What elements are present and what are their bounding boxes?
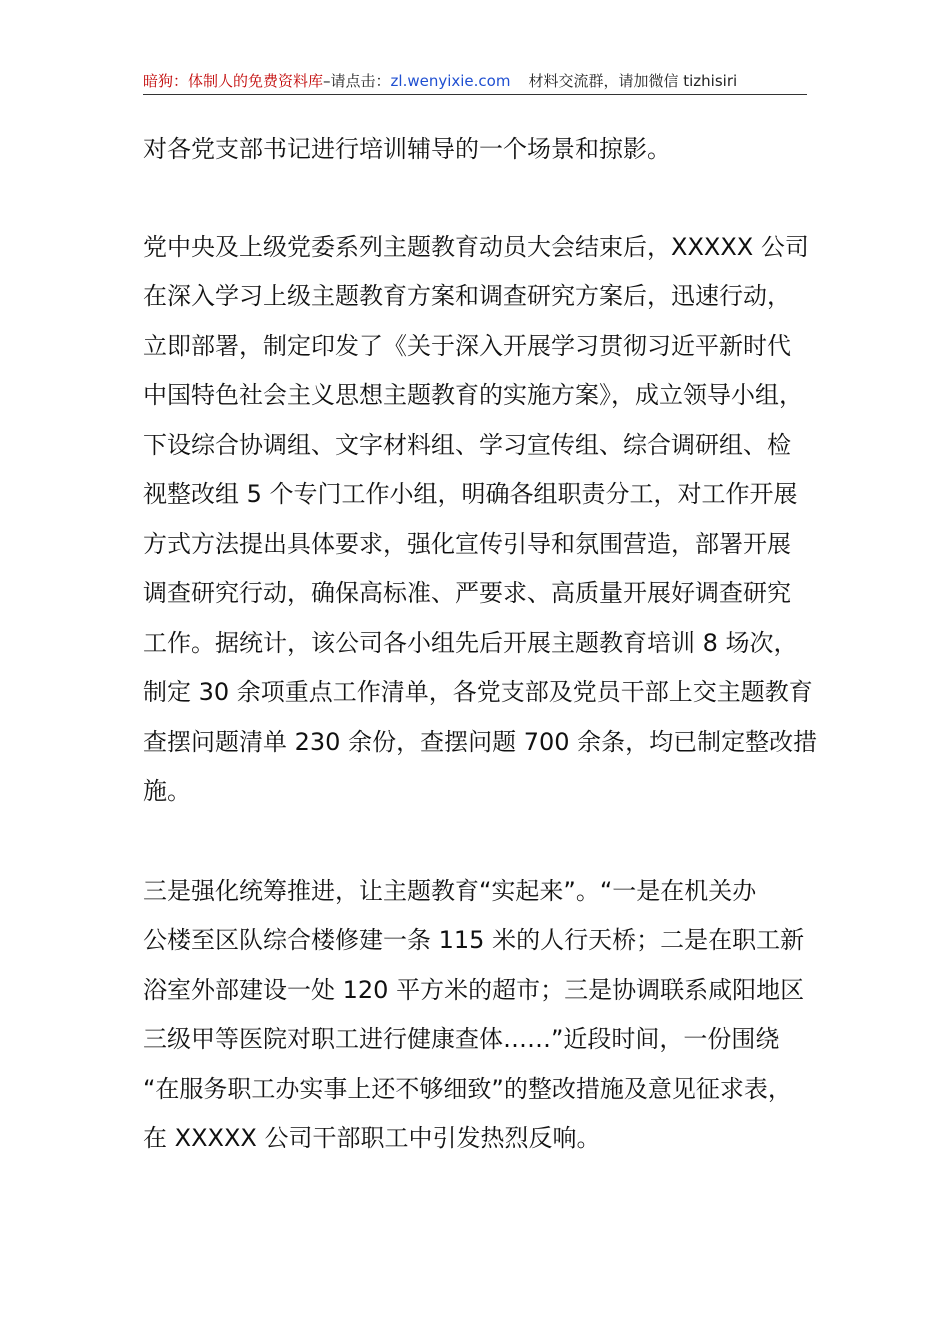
paragraph-2-line-11: 查摆问题清单 230 余份，查摆问题 700 余条，均已制定整改措 [143,728,818,756]
header-link[interactable]: zl.wenyixie.com [390,72,511,90]
paragraph-2-line-9: 工作。据统计，该公司各小组先后开展主题教育培训 8 场次， [143,629,798,657]
paragraph-2-line-3: 立即部署，制定印发了《关于深入开展学习贯彻习近平新时代 [143,332,791,360]
paragraph-2-line-2: 在深入学习上级主题教育方案和调查研究方案后，迅速行动， [143,282,791,310]
header-group-info: 材料交流群，请加微信 tizhisiri [528,72,738,90]
page-header [143,70,807,95]
paragraph-3-line-1: 三是强化统筹推进，让主题教育“实起来”。“一是在机关办 [143,877,757,905]
header-prompt: –请点击： [323,72,391,90]
paragraph-3-line-2: 公楼至区队综合楼修建一条 115 米的人行天桥；二是在职工新 [143,926,805,954]
paragraph-2-line-4: 中国特色社会主义思想主题教育的实施方案》，成立领导小组， [143,381,803,409]
paragraph-2-line-10: 制定 30 余项重点工作清单，各党支部及党员干部上交主题教育 [143,678,813,706]
paragraph-3-line-6: 在 XXXXX 公司干部职工中引发热烈反响。 [143,1124,601,1152]
paragraph-2-line-8: 调查研究行动，确保高标准、严要求、高质量开展好调查研究 [143,579,791,607]
paragraph-2-line-5: 下设综合协调组、文字材料组、学习宣传组、综合调研组、检 [143,431,791,459]
paragraph-2-line-7: 方式方法提出具体要求，强化宣传引导和氛围营造，部署开展 [143,530,791,558]
paragraph-2-line-6: 视整改组 5 个专门工作小组，明确各组职责分工，对工作开展 [143,480,798,508]
header-brand: 暗狗：体制人的免费资料库 [143,72,324,90]
paragraph-2-line-1: 党中央及上级党委系列主题教育动员大会结束后，XXXXX 公司 [143,233,809,261]
paragraph-3-line-4: 三级甲等医院对职工进行健康查体……”近段时间，一份围绕 [143,1025,780,1053]
paragraph-3-line-3: 浴室外部建设一处 120 平方米的超市；三是协调联系咸阳地区 [143,976,805,1004]
paragraph-2-line-12: 施。 [143,777,191,805]
paragraph-1-line-1: 对各党支部书记进行培训辅导的一个场景和掠影。 [143,135,671,163]
paragraph-3-line-5: “在服务职工办实事上还不够细致”的整改措施及意见征求表， [143,1075,792,1103]
